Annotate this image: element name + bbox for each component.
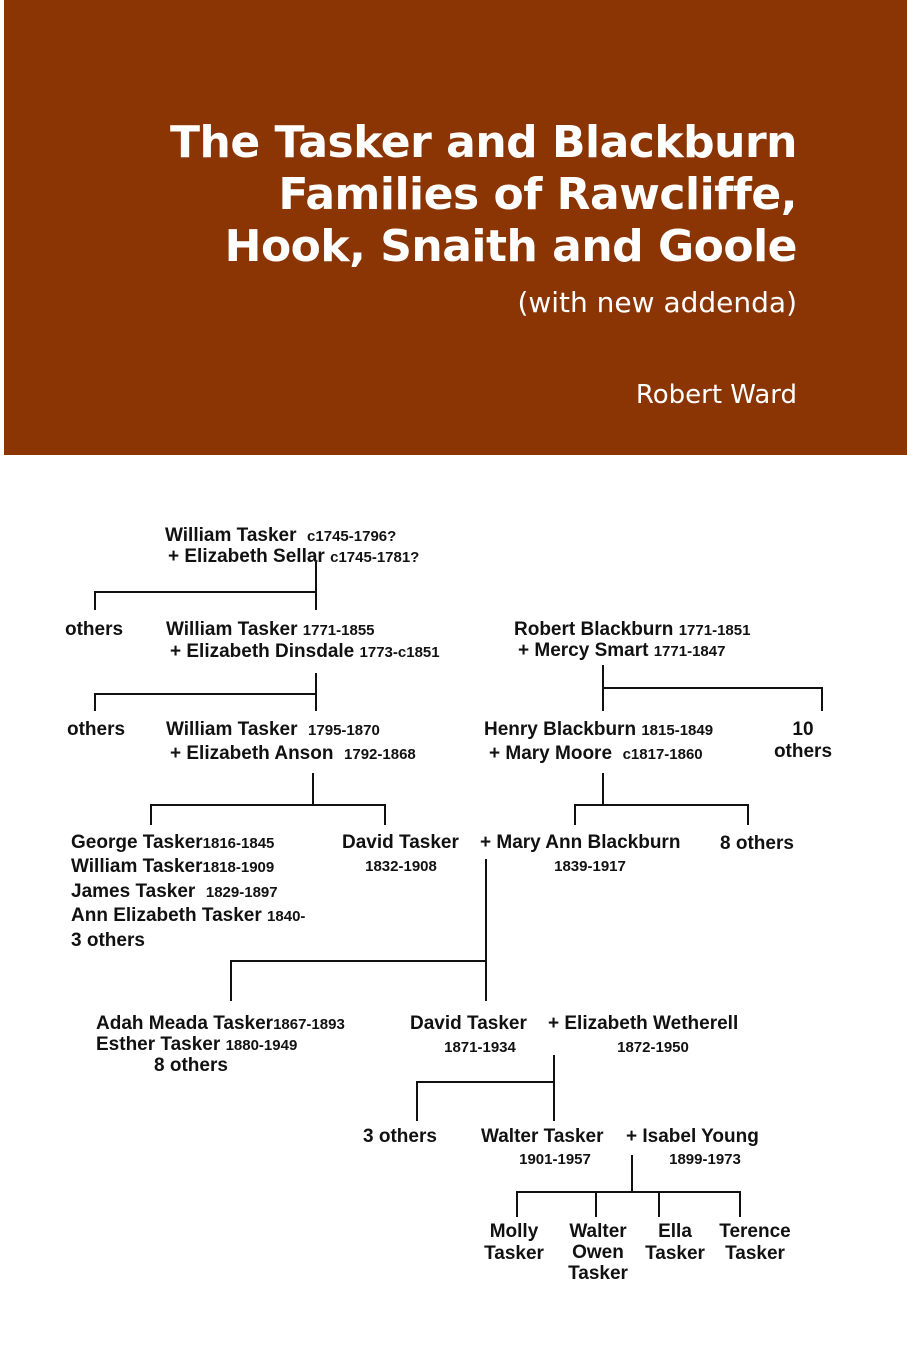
person-elizabeth-dinsdale bbox=[170, 641, 440, 664]
person-dates: 1815-1849 bbox=[641, 722, 714, 739]
person-name: Ann Elizabeth Tasker bbox=[71, 905, 262, 926]
person-first-name: Terence bbox=[719, 1221, 791, 1242]
person-mercy-smart bbox=[518, 640, 725, 663]
person-dates: 1816-1845 bbox=[202, 835, 275, 852]
others-word: others bbox=[773, 741, 833, 762]
person-dates: c1745-1781? bbox=[330, 549, 420, 566]
person-name: William Tasker bbox=[166, 719, 298, 740]
person-surname: Tasker bbox=[568, 1263, 628, 1284]
book-subtitle: (with new addenda) bbox=[517, 286, 797, 319]
person-elizabeth-sellar bbox=[168, 546, 419, 569]
person-name: William Tasker bbox=[165, 525, 297, 546]
person-first-name: Molly bbox=[489, 1221, 539, 1242]
person-dates: 1818-1909 bbox=[202, 859, 275, 876]
family-tree bbox=[0, 455, 907, 1360]
person-mary-ann-blackburn-dates: 1839-1917 bbox=[554, 858, 626, 875]
others-label-g5: 8 others bbox=[154, 1055, 228, 1076]
person-name: + Mary Moore bbox=[489, 743, 613, 764]
person-walter-tasker: Walter Tasker bbox=[481, 1126, 604, 1147]
others-count: 10 bbox=[792, 719, 814, 740]
person-dates: c1745-1796? bbox=[307, 528, 397, 545]
book-title-line-1: The Tasker and Blackburn bbox=[170, 117, 797, 168]
person-name: George Tasker bbox=[71, 832, 203, 853]
person-molly-tasker bbox=[474, 1221, 554, 1265]
others-label-blackburn-8: 8 others bbox=[720, 833, 794, 854]
person-isabel-young: + Isabel Young bbox=[626, 1126, 759, 1147]
person-dates: 1867-1893 bbox=[273, 1016, 345, 1033]
person-william-tasker-sibling bbox=[71, 856, 274, 879]
person-walter-owen-tasker bbox=[558, 1221, 638, 1284]
person-george-tasker bbox=[71, 832, 274, 855]
person-name: William Tasker bbox=[166, 619, 298, 640]
person-name: Adah Meada Tasker bbox=[96, 1013, 274, 1034]
person-adah-meada-tasker bbox=[96, 1013, 345, 1036]
person-henry-blackburn bbox=[484, 719, 713, 742]
person-name: + Mercy Smart bbox=[518, 640, 649, 661]
person-dates: 1771-1847 bbox=[653, 643, 726, 660]
person-dates: 1773-c1851 bbox=[359, 644, 440, 661]
person-middle-name: Owen bbox=[572, 1242, 624, 1263]
person-name: Esther Tasker bbox=[96, 1034, 221, 1055]
book-author: Robert Ward bbox=[635, 380, 797, 410]
person-mary-ann-blackburn: + Mary Ann Blackburn bbox=[480, 832, 681, 853]
person-dates: 1840- bbox=[267, 908, 306, 925]
person-dates: 1795-1870 bbox=[308, 722, 380, 739]
person-walter-tasker-dates: 1901-1957 bbox=[519, 1151, 591, 1168]
person-elizabeth-anson bbox=[170, 743, 416, 766]
person-david-tasker-g4-dates: 1832-1908 bbox=[365, 858, 437, 875]
person-dates: c1817-1860 bbox=[622, 746, 703, 763]
person-name: William Tasker bbox=[71, 856, 203, 877]
person-name: Robert Blackburn bbox=[514, 619, 674, 640]
person-dates: 1771-1855 bbox=[302, 622, 375, 639]
person-william-tasker-g3 bbox=[166, 719, 380, 742]
others-label-blackburn-10 bbox=[770, 719, 836, 763]
person-isabel-young-dates: 1899-1973 bbox=[669, 1151, 741, 1168]
person-james-tasker bbox=[71, 881, 278, 904]
person-first-name: Walter bbox=[569, 1221, 627, 1242]
person-ella-tasker bbox=[638, 1221, 712, 1265]
person-name: Henry Blackburn bbox=[484, 719, 637, 740]
person-name: + Elizabeth Sellar bbox=[168, 546, 325, 567]
person-surname: Tasker bbox=[725, 1243, 785, 1264]
person-first-name: Ella bbox=[658, 1221, 692, 1242]
book-title-line-3: Hook, Snaith and Goole bbox=[224, 221, 797, 272]
person-ann-elizabeth-tasker bbox=[71, 905, 305, 928]
others-label-siblings: 3 others bbox=[71, 930, 145, 951]
person-name: James Tasker bbox=[71, 881, 196, 902]
person-dates: 1771-1851 bbox=[678, 622, 751, 639]
person-elizabeth-wetherell: + Elizabeth Wetherell bbox=[548, 1013, 739, 1034]
person-william-tasker-g1 bbox=[165, 525, 396, 548]
person-esther-tasker bbox=[96, 1034, 297, 1057]
person-david-tasker-g4: David Tasker bbox=[342, 832, 459, 853]
person-dates: 1880-1949 bbox=[225, 1037, 298, 1054]
person-surname: Tasker bbox=[484, 1243, 544, 1264]
person-name: + Elizabeth Dinsdale bbox=[170, 641, 355, 662]
person-dates: 1829-1897 bbox=[205, 884, 278, 901]
others-label-g2: others bbox=[65, 619, 124, 640]
person-dates: 1792-1868 bbox=[344, 746, 416, 763]
person-david-tasker-g5-dates: 1871-1934 bbox=[444, 1039, 516, 1056]
others-label-g3: others bbox=[67, 719, 126, 740]
person-elizabeth-wetherell-dates: 1872-1950 bbox=[617, 1039, 689, 1056]
person-name: + Elizabeth Anson bbox=[170, 743, 334, 764]
book-title-line-2: Families of Rawcliffe, bbox=[278, 169, 797, 220]
person-william-tasker-g2 bbox=[166, 619, 375, 642]
person-david-tasker-g5: David Tasker bbox=[410, 1013, 527, 1034]
person-robert-blackburn bbox=[514, 619, 750, 642]
others-label-g6: 3 others bbox=[363, 1126, 437, 1147]
person-terence-tasker bbox=[712, 1221, 798, 1265]
cover-banner bbox=[4, 0, 907, 455]
person-surname: Tasker bbox=[645, 1243, 705, 1264]
person-mary-moore bbox=[489, 743, 703, 766]
